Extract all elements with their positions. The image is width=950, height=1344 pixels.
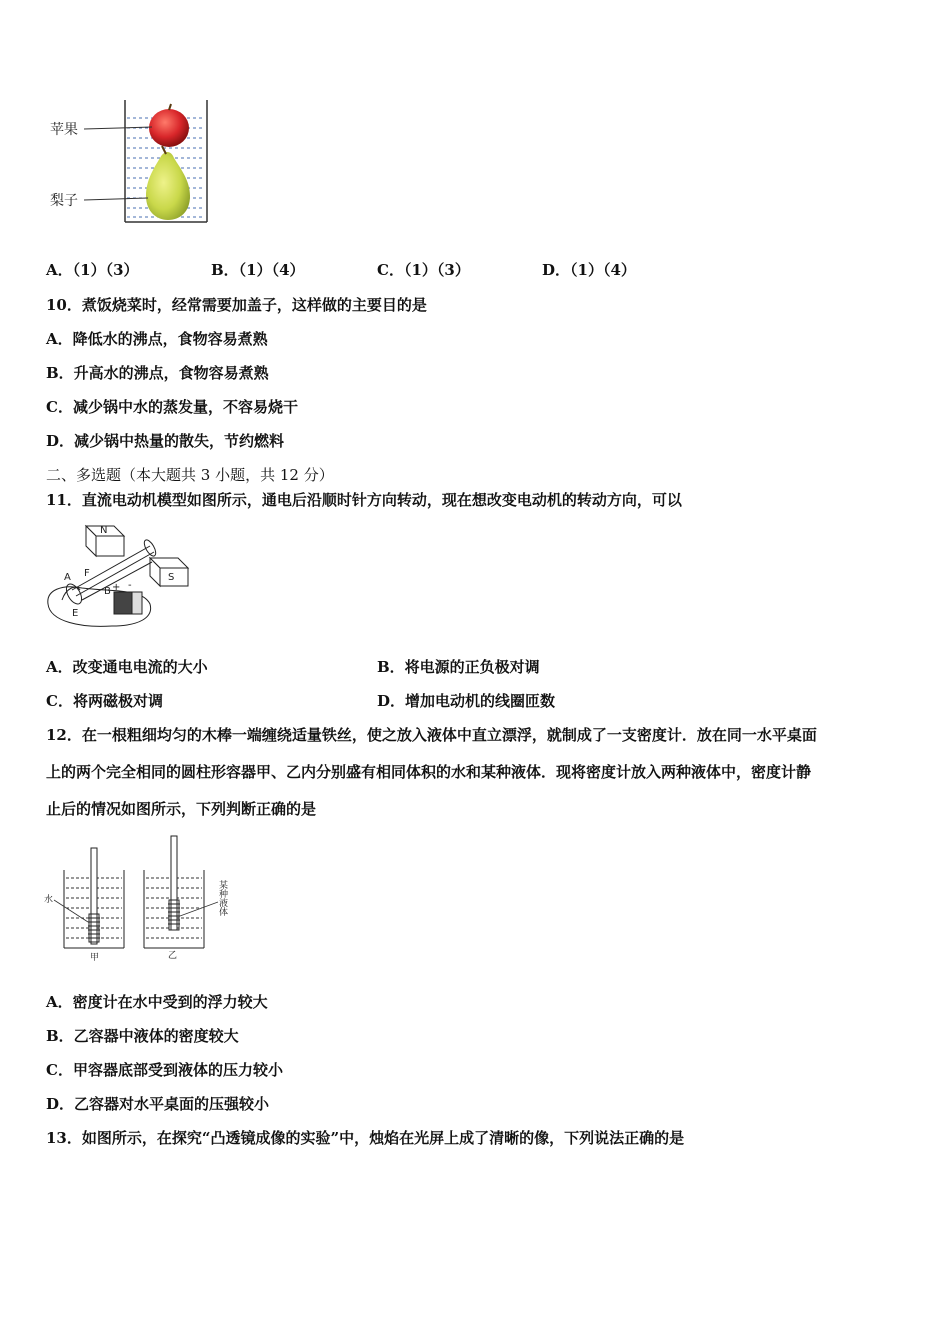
label-a: A xyxy=(64,572,71,583)
pear-image xyxy=(146,146,190,220)
q12-stem-line-1: 12．在一根粗细均匀的木棒一端缠绕适量铁丝，使之放入液体中直立漂浮，就制成了一支密度计．放在同一水平桌面 xyxy=(46,726,817,744)
q9-option-b: B．（1）（4） xyxy=(211,261,305,279)
hydrometer-jia xyxy=(88,848,100,944)
q10-option-c: C．减少锅中水的蒸发量，不容易烧干 xyxy=(46,398,298,416)
q9-option-a: A．（1）（3） xyxy=(46,261,139,279)
q11-option-d: D．增加电动机的线圈匝数 xyxy=(377,692,556,710)
q12-stem-line-3: 止后的情况如图所示，下列判断正确的是 xyxy=(46,800,317,818)
q10-option-a: A．降低水的沸点，食物容易煮熟 xyxy=(46,330,268,348)
liquid-label: 某种液体 xyxy=(217,880,227,916)
section-heading: 二、多选题（本大题共 3 小题，共 12 分） xyxy=(46,466,334,484)
q10-option-d: D．减少锅中热量的散失，节约燃料 xyxy=(46,432,285,450)
battery xyxy=(114,592,142,614)
q10-stem: 10．煮饭烧菜时，经常需要加盖子，这样做的主要目的是 xyxy=(46,296,427,314)
q12-stem-line-2: 上的两个完全相同的圆柱形容器甲、乙内分别盛有相同体积的水和某种液体．现将密度计放入两种液体中，密度计静 xyxy=(46,763,812,781)
q13-stem: 13．如图所示，在探究“凸透镜成像的实验”中，烛焰在光屏上成了清晰的像，下列说法正确的是 xyxy=(46,1129,685,1147)
pear-label: 梨子 xyxy=(50,193,78,209)
hydrometer-yi xyxy=(168,836,180,930)
q9-option-c: C．（1）（3） xyxy=(377,261,470,279)
q11-option-c: C．将两磁极对调 xyxy=(46,692,163,710)
apple-image xyxy=(149,104,189,147)
apple-label: 苹果 xyxy=(50,122,78,138)
label-jia: 甲 xyxy=(90,953,100,963)
label-yi: 乙 xyxy=(168,951,178,961)
water-label: 水 xyxy=(44,895,54,905)
fruit-in-water-figure xyxy=(40,92,220,232)
motor-figure xyxy=(42,518,202,638)
q9-option-d: D．（1）（4） xyxy=(542,261,636,279)
label-plus: + xyxy=(112,582,121,593)
q12-option-a: A．密度计在水中受到的浮力较大 xyxy=(46,993,268,1011)
s-label: S xyxy=(168,572,175,583)
label-b: B xyxy=(104,586,111,597)
q12-option-b: B．乙容器中液体的密度较大 xyxy=(46,1027,239,1045)
n-label: N xyxy=(100,525,108,536)
q11-option-a: A．改变通电电流的大小 xyxy=(46,658,208,676)
q11-option-b: B．将电源的正负极对调 xyxy=(377,658,540,676)
label-e: E xyxy=(72,608,79,619)
label-f: F xyxy=(84,568,90,579)
q12-option-c: C．甲容器底部受到液体的压力较小 xyxy=(46,1061,283,1079)
label-minus: - xyxy=(128,580,132,591)
q12-option-d: D．乙容器对水平桌面的压强较小 xyxy=(46,1095,270,1113)
hydrometer-figure xyxy=(42,830,237,965)
q11-stem: 11．直流电动机模型如图所示，通电后沿顺时针方向转动，现在想改变电动机的转动方向，可以 xyxy=(46,491,682,509)
q10-option-b: B．升高水的沸点，食物容易煮熟 xyxy=(46,364,269,382)
